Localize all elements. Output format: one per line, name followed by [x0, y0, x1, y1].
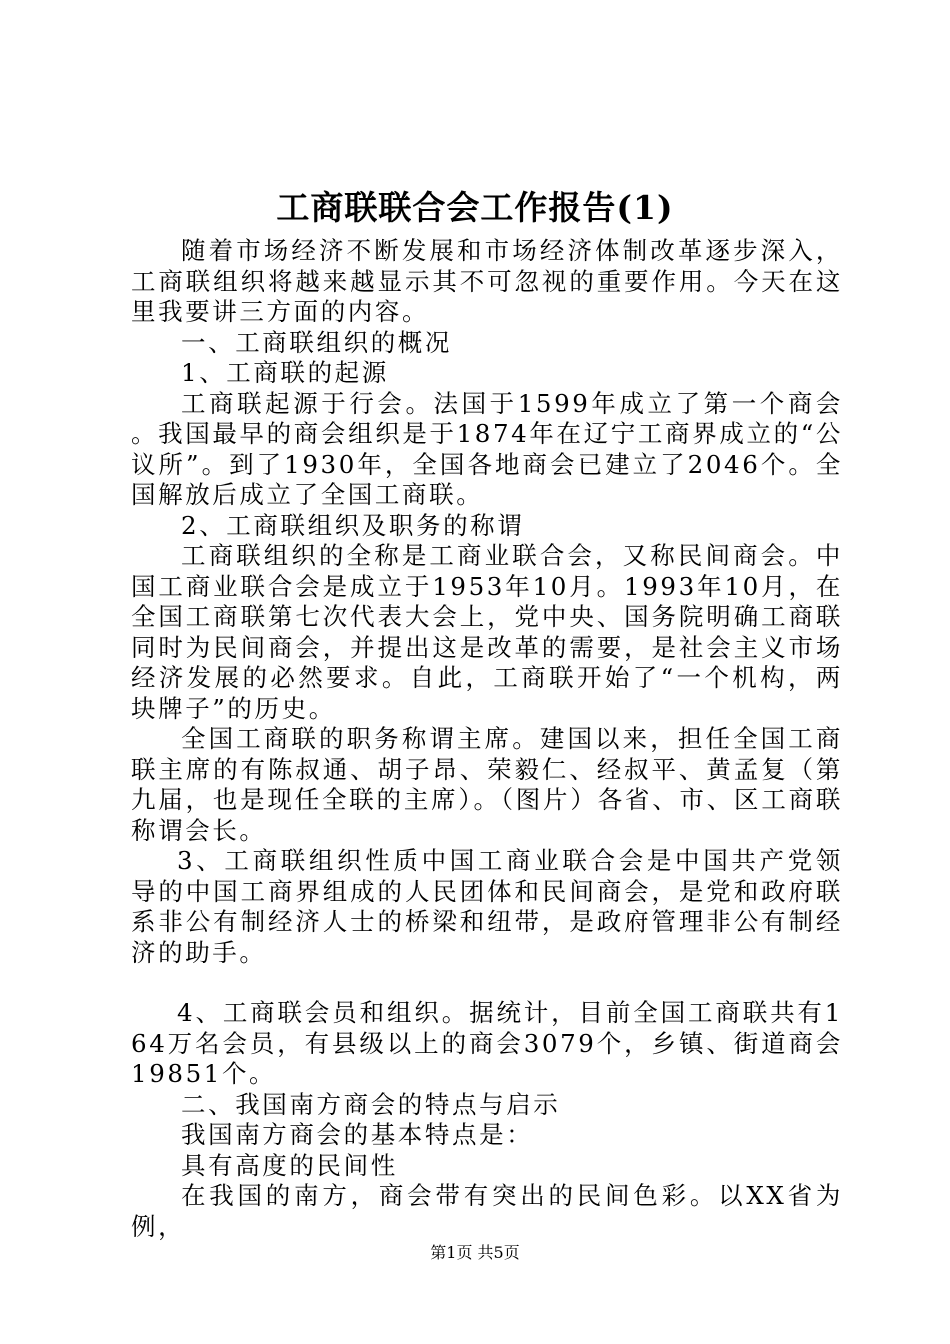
heading-civil-nature: 具有高度的民间性 — [181, 1150, 398, 1180]
paragraph-spacer — [131, 968, 843, 998]
paragraph-features-intro: 我国南方商会的基本特点是： — [181, 1120, 534, 1149]
paragraph-organization: 工商联组织的全称是工商业联合会，又称民间商会。中国工商业联合会是成立于1953年10月。1993年10月，在全国工商联第七次代表大会上，党中央、国务院明确工商联同时为民间商会，并提出这是改革的需要，是社会主义市场经济发展的必然要求。自此，工商联开始了“一个机构，两块牌子”的历史。 — [131, 541, 843, 723]
document-title: 工商联联合会工作报告(1) — [276, 188, 674, 227]
paragraph-origin: 工商联起源于行会。法国于1599年成立了第一个商会。我国最早的商会组织是于1874年在辽宁工商界成立的“公议所”。到了1930年，全国各地商会已建立了2046个。全国解放后成立了全国工商联。 — [131, 388, 843, 509]
heading-origin: 1、工商联的起源 — [181, 358, 389, 387]
paragraph-south: 在我国的南方，商会带有突出的民间色彩。以XX省为例， — [131, 1181, 843, 1241]
paragraph-intro: 随着市场经济不断发展和市场经济体制改革逐步深入，工商联组织将越来越显示其不可忽视的重要作用。今天在这里我要讲三方面的内容。 — [131, 236, 843, 326]
document-body — [131, 236, 843, 1242]
heading-titles: 2、工商联组织及职务的称谓 — [181, 510, 525, 540]
heading-section-1: 一、工商联组织的概况 — [181, 327, 452, 357]
page-footer: 第1页 共5页 — [430, 1243, 520, 1262]
paragraph-nature: 3、工商联组织性质中国工商业联合会是中国共产党领导的中国工商界组成的人民团体和民间商会，是党和政府联系非公有制经济人士的桥梁和纽带，是政府管理非公有制经济的助手。 — [131, 846, 843, 967]
paragraph-members: 4、工商联会员和组织。据统计，目前全国工商联共有164万名会员，有县级以上的商会3079个，乡镇、街道商会19851个。 — [131, 998, 843, 1088]
heading-section-2: 二、我国南方商会的特点与启示 — [181, 1089, 561, 1119]
paragraph-chairmen: 全国工商联的职务称谓主席。建国以来，担任全国工商联主席的有陈叔通、胡子昂、荣毅仁、经叔平、黄孟复（第九届，也是现任全联的主席）。（图片）各省、市、区工商联称谓会长。 — [131, 724, 843, 845]
